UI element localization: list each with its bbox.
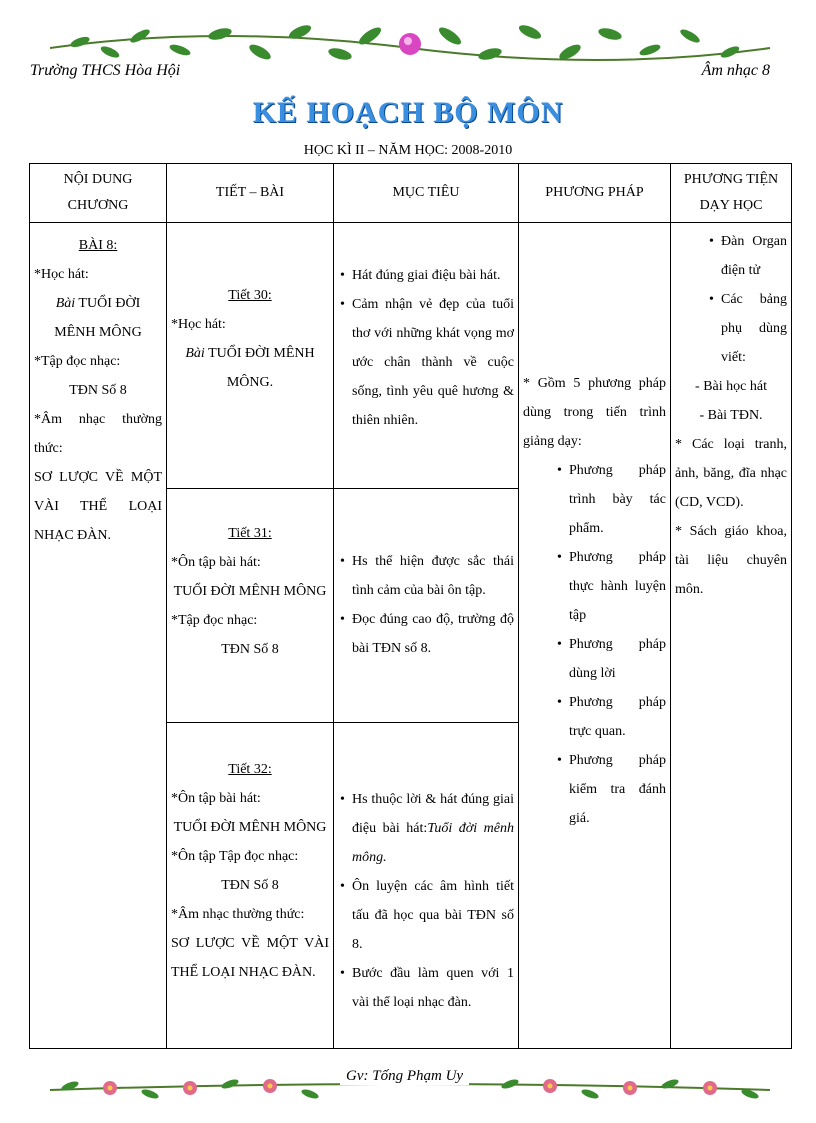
period-line: SƠ LƯỢC VỀ MỘT VÀI THỂ LOẠI NHẠC ĐÀN.: [171, 936, 329, 980]
subject-name: Âm nhạc 8: [701, 62, 770, 79]
methods-cell: [519, 223, 671, 1049]
methods-list: [523, 456, 666, 833]
period-title: Tiết 31:: [228, 526, 272, 541]
period-line: *Ôn tập bài hát:: [171, 555, 261, 570]
means-line: * Các loại tranh, ảnh, băng, đĩa nhạc (CD, VCD).: [675, 437, 787, 510]
means-line: - Bài TĐN.: [699, 408, 763, 423]
lesson-title: BÀI 8:: [78, 238, 118, 253]
period-30-cell: [167, 223, 334, 489]
col-header-content: NỘI DUNG CHƯƠNG: [30, 164, 167, 223]
means-list: [675, 227, 787, 372]
chapter-content-cell: [30, 223, 167, 1049]
period-line: TĐN Số 8: [221, 642, 279, 657]
period-title: Tiết 30:: [228, 288, 272, 303]
table-header-row: [30, 164, 792, 223]
plan-table: [29, 163, 792, 1049]
means-cell: [671, 223, 792, 1049]
period-title: Tiết 32:: [228, 762, 272, 777]
school-name: Trường THCS Hòa Hội: [30, 62, 181, 79]
goals-32-cell: [334, 723, 519, 1049]
page-title: KẾ HOẠCH BỘ MÔN: [252, 96, 564, 129]
period-32-cell: [167, 723, 334, 1049]
period-line: *Âm nhạc thường thức:: [171, 907, 305, 922]
chapter-song: Bài TUỔI ĐỜI MÊNH MÔNG: [54, 296, 142, 340]
col-header-methods: PHƯƠNG PHÁP: [519, 164, 671, 223]
means-line: - Bài học hát: [695, 379, 767, 394]
goal-item: • Hs thể hiện được sắc thái tình cảm của bài ôn tập.: [352, 547, 514, 605]
goals-list: [338, 785, 514, 1017]
goal-item: • Hát đúng giai điệu bài hát.: [352, 261, 514, 290]
chapter-line: *Âm nhạc thường thức:: [34, 412, 162, 456]
goal-item: • Hs thuộc lời & hát đúng giai điệu bài hát:Tuổi đời mênh mông.: [352, 785, 514, 872]
teacher-signature: Gv: Tống Phạm Uy: [340, 1068, 469, 1085]
chapter-line: TĐN Số 8: [69, 383, 127, 398]
period-line: *Ôn tập bài hát:: [171, 791, 261, 806]
period-song: Bài TUỔI ĐỜI MÊNH MÔNG.: [185, 346, 315, 390]
period-line: *Tập đọc nhạc:: [171, 613, 258, 628]
goal-item: • Đọc đúng cao độ, trường độ bài TĐN số 8.: [352, 605, 514, 663]
means-item: • Các bảng phụ dùng viết:: [721, 285, 787, 372]
period-line: TUỔI ĐỜI MÊNH MÔNG: [173, 584, 327, 599]
col-header-means: PHƯƠNG TIỆN DẠY HỌC: [671, 164, 792, 223]
goals-30-cell: [334, 223, 519, 489]
goal-item: • Cảm nhận vẻ đẹp của tuổi thơ với những khát vọng mơ ước chân thành về cuộc sống, tình yêu quê hương & thiên nhiên.: [352, 290, 514, 435]
means-item: • Đàn Organ điện tử: [721, 227, 787, 285]
period-31-cell: [167, 489, 334, 723]
col-header-goals: MỤC TIÊU: [334, 164, 519, 223]
means-line: * Sách giáo khoa, tài liệu chuyên môn.: [675, 524, 787, 597]
chapter-line: *Học hát:: [34, 267, 89, 282]
method-item: • Phương pháp kiểm tra đánh giá.: [569, 746, 666, 833]
period-line: TĐN Số 8: [221, 878, 279, 893]
col-header-period: TIẾT – BÀI: [167, 164, 334, 223]
method-item: • Phương pháp thực hành luyện tập: [569, 543, 666, 630]
method-item: • Phương pháp trình bày tác phẩm.: [569, 456, 666, 543]
chapter-line: *Tập đọc nhạc:: [34, 354, 121, 369]
method-item: • Phương pháp trực quan.: [569, 688, 666, 746]
goal-item: • Bước đầu làm quen với 1 vài thể loại nhạc đàn.: [352, 959, 514, 1017]
period-line: *Ôn tập Tập đọc nhạc:: [171, 849, 299, 864]
chapter-line: SƠ LƯỢC VỀ MỘT VÀI THỂ LOẠI NHẠC ĐÀN.: [34, 470, 162, 543]
table-row-period-30: [30, 223, 792, 489]
method-item: • Phương pháp dùng lời: [569, 630, 666, 688]
goals-31-cell: [334, 489, 519, 723]
page-subtitle: HỌC KÌ II – NĂM HỌC: 2008-2010: [303, 143, 513, 158]
period-line: TUỔI ĐỜI MÊNH MÔNG: [173, 820, 327, 835]
period-line: *Học hát:: [171, 317, 226, 332]
methods-intro: * Gồm 5 phương pháp dùng trong tiến trình giảng dạy:: [523, 376, 666, 449]
goal-item: • Ôn luyện các âm hình tiết tấu đã học qua bài TĐN số 8.: [352, 872, 514, 959]
goals-list: [338, 547, 514, 663]
goals-list: [338, 261, 514, 435]
